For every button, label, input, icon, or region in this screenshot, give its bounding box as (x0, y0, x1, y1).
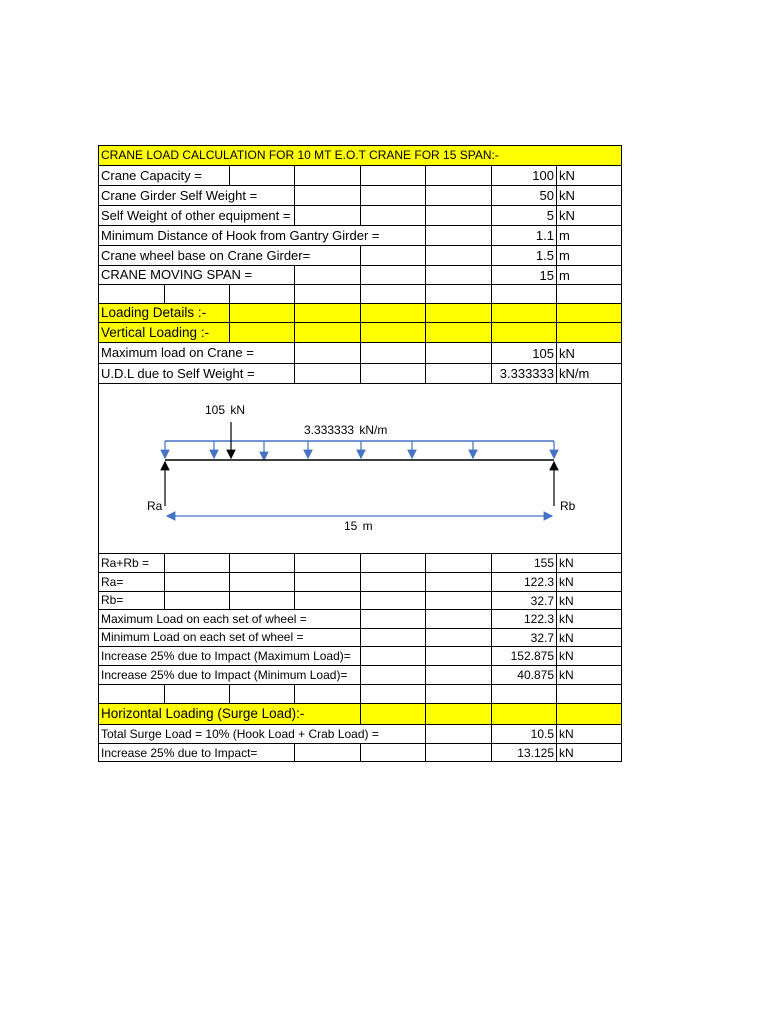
row-label: Maximum Load on each set of wheel = (101, 611, 307, 626)
sheet-cell[interactable] (360, 591, 425, 609)
sheet-cell[interactable] (556, 363, 622, 383)
sheet-cell[interactable] (556, 609, 622, 628)
spreadsheet (98, 145, 622, 762)
row-label: Minimum Load on each set of wheel = (101, 630, 304, 644)
cell-unit: kN (559, 556, 574, 570)
sheet-cell[interactable] (360, 703, 425, 724)
sheet-cell[interactable] (164, 591, 229, 609)
data-row (98, 363, 622, 383)
row-label: Ra= (101, 574, 124, 589)
row-label: Total Surge Load = 10% (Hook Load + Crab Load) = (101, 726, 379, 741)
sheet-cell[interactable] (425, 572, 491, 591)
sheet-cell[interactable] (556, 205, 622, 225)
sheet-title-row (98, 145, 622, 165)
cell-unit: kN (559, 208, 575, 223)
sheet-cell[interactable] (229, 165, 294, 185)
row-label: Crane Capacity = (101, 167, 202, 183)
sheet-cell[interactable] (360, 303, 425, 322)
sheet-cell[interactable] (425, 591, 491, 609)
section-label: Horizontal Loading (Surge Load):- (101, 706, 305, 721)
beam-diagram (98, 383, 622, 553)
sheet-cell[interactable] (294, 572, 360, 591)
row-label: Crane Girder Self Weight = (101, 187, 258, 203)
sheet-cell[interactable] (491, 225, 556, 245)
sheet-cell[interactable] (556, 185, 622, 205)
sheet-cell[interactable] (425, 342, 491, 363)
sheet-cell[interactable] (360, 609, 425, 628)
sheet-cell[interactable] (491, 646, 556, 665)
sheet-cell[interactable] (556, 165, 622, 185)
sheet-cell[interactable] (556, 553, 622, 572)
sheet-cell[interactable] (491, 628, 556, 646)
data-row (98, 572, 622, 591)
section-header-row (98, 303, 622, 322)
sheet-cell[interactable] (491, 284, 556, 303)
sheet-cell[interactable] (491, 363, 556, 383)
sheet-cell[interactable] (491, 609, 556, 628)
cell-value: 1.1 (535, 228, 554, 243)
sheet-cell[interactable] (360, 205, 425, 225)
sheet-cell[interactable] (491, 322, 556, 342)
sheet-cell[interactable] (98, 284, 164, 303)
data-row (98, 265, 622, 284)
row-label: Rb= (101, 593, 124, 607)
sheet-cell[interactable] (164, 284, 229, 303)
cell-value: 122.3 (523, 575, 554, 589)
sheet-cell[interactable] (425, 743, 491, 762)
point-load-unit: kN (230, 403, 246, 417)
cell-value: 50 (539, 188, 554, 203)
sheet-cell[interactable] (360, 265, 425, 284)
cell-value: 15 (539, 267, 554, 283)
sheet-cell[interactable] (294, 265, 360, 284)
cell-unit: kN (559, 168, 575, 183)
cell-value: 10.5 (530, 727, 554, 741)
sheet-cell[interactable] (425, 165, 491, 185)
sheet-cell[interactable] (294, 165, 360, 185)
sheet-cell[interactable] (491, 185, 556, 205)
sheet-cell[interactable] (360, 646, 425, 665)
udl-unit: kN/m (359, 423, 388, 437)
sheet-cell[interactable] (229, 553, 294, 572)
cell-unit: kN (559, 649, 574, 663)
sheet-cell[interactable] (360, 743, 425, 762)
sheet-cell[interactable] (294, 322, 360, 342)
sheet-cell[interactable] (360, 665, 425, 684)
empty-row (98, 284, 622, 303)
data-row (98, 342, 622, 363)
sheet-cell[interactable] (164, 553, 229, 572)
sheet-cell[interactable] (425, 703, 491, 724)
sheet-title: CRANE LOAD CALCULATION FOR 10 MT E.O.T CRANE FOR 15 SPAN:- (101, 148, 499, 162)
sheet-cell[interactable] (360, 185, 425, 205)
sheet-cell[interactable] (556, 303, 622, 322)
sheet-cell[interactable] (556, 284, 622, 303)
sheet-cell[interactable] (425, 284, 491, 303)
sheet-cell[interactable] (229, 322, 294, 342)
sheet-cell[interactable] (425, 265, 491, 284)
sheet-cell[interactable] (491, 245, 556, 265)
sheet-cell[interactable] (425, 322, 491, 342)
data-row (98, 553, 622, 572)
cell-value: 122.3 (523, 612, 554, 626)
cell-value: 105 (532, 345, 554, 361)
sheet-cell[interactable] (294, 743, 360, 762)
cell-unit: kN (559, 630, 574, 645)
sheet-cell[interactable] (556, 342, 622, 363)
sheet-cell[interactable] (556, 322, 622, 342)
cell-unit: kN (559, 593, 574, 608)
sheet-cell[interactable] (425, 363, 491, 383)
sheet-cell[interactable] (294, 591, 360, 609)
support-left-label: Ra (147, 499, 163, 513)
sheet-cell[interactable] (425, 225, 491, 245)
data-row (98, 646, 622, 665)
sheet-cell[interactable] (229, 572, 294, 591)
sheet-cell[interactable] (229, 284, 294, 303)
sheet-cell[interactable] (294, 185, 360, 205)
span-value: 15 (344, 519, 358, 533)
sheet-cell[interactable] (425, 553, 491, 572)
empty-row (98, 684, 622, 703)
sheet-cell[interactable] (491, 743, 556, 762)
sheet-cell[interactable] (491, 684, 556, 703)
sheet-cell[interactable] (360, 322, 425, 342)
cell-unit: m (559, 228, 570, 243)
sheet-cell[interactable] (360, 684, 425, 703)
sheet-cell[interactable] (425, 609, 491, 628)
data-row (98, 628, 622, 646)
cell-unit: kN (559, 345, 575, 361)
row-label: Increase 25% due to Impact (Maximum Load)= (101, 648, 351, 663)
sheet-cell[interactable] (491, 205, 556, 225)
sheet-cell[interactable] (360, 165, 425, 185)
cell-value: 3.333333 (499, 366, 554, 381)
sheet-cell[interactable] (360, 245, 425, 265)
sheet-cell[interactable] (556, 703, 622, 724)
data-row (98, 205, 622, 225)
sheet-cell[interactable] (491, 591, 556, 609)
sheet-cell[interactable] (164, 684, 229, 703)
sheet-cell[interactable] (425, 628, 491, 646)
cell-value: 13.125 (517, 745, 554, 760)
row-label: CRANE MOVING SPAN = (101, 267, 253, 282)
data-row (98, 665, 622, 684)
data-row (98, 185, 622, 205)
sheet-cell[interactable] (556, 245, 622, 265)
sheet-cell[interactable] (556, 724, 622, 743)
data-row (98, 245, 622, 265)
sheet-cell[interactable] (556, 225, 622, 245)
section-header-row (98, 322, 622, 342)
sheet-cell[interactable] (556, 684, 622, 703)
row-label: Increase 25% due to Impact (Minimum Load)= (101, 667, 348, 682)
data-row (98, 165, 622, 185)
row-label: Crane wheel base on Crane Girder= (101, 247, 311, 263)
sheet-cell[interactable] (491, 342, 556, 363)
cell-value: 32.7 (530, 593, 554, 608)
sheet-cell[interactable] (491, 265, 556, 284)
sheet-cell[interactable] (294, 363, 360, 383)
udl-value: 3.333333 (304, 423, 355, 437)
sheet-cell[interactable] (556, 665, 622, 684)
sheet-cell[interactable] (556, 646, 622, 665)
section-label: Vertical Loading :- (101, 324, 210, 340)
sheet-cell[interactable] (229, 684, 294, 703)
cell-unit: kN (559, 745, 574, 760)
sheet-cell[interactable] (360, 628, 425, 646)
row-label: Self Weight of other equipment = (101, 207, 291, 223)
cell-unit: kN (559, 188, 575, 203)
data-row (98, 724, 622, 743)
sheet-cell[interactable] (491, 703, 556, 724)
cell-value: 1.5 (535, 248, 554, 263)
sheet-cell[interactable] (164, 572, 229, 591)
cell-unit: kN (559, 727, 574, 741)
sheet-cell[interactable] (294, 628, 360, 646)
cell-unit: kN (559, 575, 574, 589)
sheet-cell[interactable] (360, 363, 425, 383)
sheet-cell[interactable] (294, 553, 360, 572)
udl-arrows (165, 441, 554, 460)
sheet-cell[interactable] (98, 684, 164, 703)
sheet-cell[interactable] (294, 303, 360, 322)
sheet-cell[interactable] (425, 684, 491, 703)
sheet-cell[interactable] (491, 553, 556, 572)
row-label: Increase 25% due to Impact= (101, 745, 258, 760)
sheet-cell[interactable] (491, 165, 556, 185)
sheet-cell[interactable] (294, 284, 360, 303)
sheet-cell[interactable] (556, 145, 622, 165)
sheet-cell[interactable] (294, 684, 360, 703)
sheet-cell[interactable] (556, 572, 622, 591)
beam-diagram-svg (99, 384, 621, 554)
cell-unit: kN (559, 612, 574, 626)
sheet-cell[interactable] (425, 303, 491, 322)
sheet-cell[interactable] (425, 185, 491, 205)
sheet-cell[interactable] (556, 743, 622, 762)
sheet-cell[interactable] (360, 553, 425, 572)
data-row (98, 743, 622, 762)
sheet-cell[interactable] (425, 205, 491, 225)
row-label: Maximum load on Crane = (101, 345, 254, 360)
sheet-cell[interactable] (425, 646, 491, 665)
sheet-cell[interactable] (491, 145, 556, 165)
section-header-row (98, 703, 622, 724)
cell-value: 5 (546, 208, 554, 223)
data-row (98, 591, 622, 609)
sheet-cell[interactable] (229, 303, 294, 322)
sheet-cell[interactable] (556, 265, 622, 284)
cell-value: 100 (532, 168, 554, 183)
data-row (98, 225, 622, 245)
sheet-cell[interactable] (425, 665, 491, 684)
section-label: Loading Details :- (101, 305, 207, 320)
row-label: Ra+Rb = (101, 555, 150, 570)
support-right-label: Rb (560, 499, 576, 513)
sheet-cell[interactable] (556, 628, 622, 646)
cell-value: 40.875 (517, 668, 554, 682)
sheet-cell[interactable] (229, 591, 294, 609)
sheet-cell[interactable] (360, 572, 425, 591)
row-label: Minimum Distance of Hook from Gantry Girder = (101, 227, 380, 243)
sheet-cell[interactable] (491, 572, 556, 591)
sheet-cell[interactable] (556, 591, 622, 609)
cell-unit: m (559, 267, 570, 283)
sheet-cell[interactable] (491, 665, 556, 684)
sheet-cell[interactable] (491, 724, 556, 743)
point-load-value: 105 (205, 403, 226, 417)
cell-unit: kN (559, 668, 574, 682)
cell-value: 152.875 (510, 649, 554, 663)
sheet-cell[interactable] (360, 342, 425, 363)
cell-value: 32.7 (530, 630, 554, 645)
sheet-cell[interactable] (425, 724, 491, 743)
sheet-cell[interactable] (294, 342, 360, 363)
row-label: U.D.L due to Self Weight = (101, 365, 255, 381)
cell-unit: m (559, 248, 570, 263)
data-row (98, 609, 622, 628)
sheet-cell[interactable] (491, 303, 556, 322)
cell-value: 155 (533, 556, 554, 570)
span-unit: m (362, 519, 373, 533)
cell-unit: kN/m (559, 366, 590, 381)
sheet-cell[interactable] (360, 284, 425, 303)
sheet-cell[interactable] (294, 205, 360, 225)
sheet-cell[interactable] (425, 245, 491, 265)
